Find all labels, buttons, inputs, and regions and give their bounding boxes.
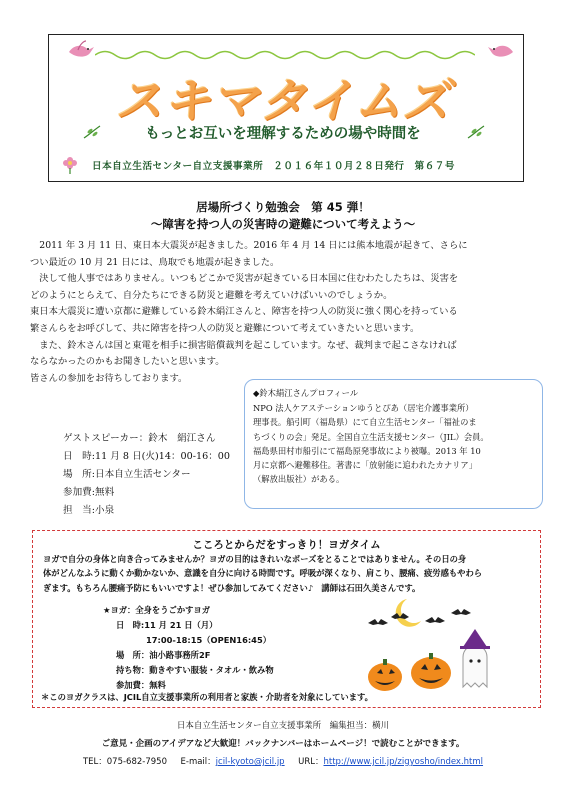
article-paragraph-line: 皆さんの参加をお待ちしております。: [30, 372, 188, 384]
yoga-time: 17:00-18:15（OPEN16:45）: [146, 635, 272, 645]
sprig-icon-right: [466, 124, 486, 140]
halloween-illustration: [363, 595, 513, 695]
article-paragraph-line: 繁さんらをお呼びして、共に障害を持つ人の防災と避難について考えていきたいと思います。: [30, 322, 420, 334]
moon-icon: [396, 599, 421, 627]
event-details: [63, 430, 230, 520]
yoga-description-line: 体がどんなふうに動くか動かないか、意識を自分に向ける時間です。呼吸が深くなり、肩こり、腰痛、疲労感もやわら: [43, 568, 483, 579]
yoga-announcement-box: [32, 530, 541, 708]
detail-datetime: 日 時:11 月 8 日(火)14：00-16：00: [63, 451, 231, 462]
yoga-note: ＊このヨガクラスは、JCIL自立支援事業所の利用者と家族・介助者を対象にしています。: [41, 692, 373, 702]
article-subheading: ～障害を持つ人の災害時の避難について考えよう～: [150, 217, 416, 231]
detail-contact: 担 当:小泉: [63, 505, 115, 516]
yoga-belongings: 持ち物：動きやすい服装・タオル・飲み物: [116, 665, 274, 675]
newsletter-title: スキマタイムズ: [115, 74, 451, 129]
yoga-title: こころとからだをすっきり！ヨガタイム: [192, 539, 381, 551]
yoga-description-line: ぎます。もちろん腰痛予防にもいいですよ！ぜひ参加してみてください♪ 講師は石田久美さんです。: [43, 582, 421, 593]
yoga-date: 日 時:11 月 21 日（月）: [116, 620, 218, 630]
article-paragraph-line: 決して他人事ではありません。いつもどこかで災害が起きている日本国に住むわたしたちは、災害を: [30, 273, 459, 285]
detail-place: 場 所:日本自立生活センター: [63, 469, 191, 480]
article-paragraph-line: ならなかったのかもお聞きしたいと思います。: [30, 356, 225, 368]
detail-guest: ゲストスピーカー：鈴木 絹江さん: [63, 433, 216, 444]
profile-line: 福島県田村市船引にて福島原発事故により被曝。2013 年 10: [253, 445, 481, 456]
footer-tel: TEL：075-682-7950: [82, 757, 167, 767]
yoga-place: 場 所：油小路事務所2F: [116, 650, 211, 660]
footer-contact: [0, 755, 566, 767]
article-heading: 居場所づくり勉強会 第 45 弾！: [196, 200, 370, 214]
profile-line: 理事長。船引町（福島県）にて自立生活センター「福祉のま: [253, 417, 477, 428]
profile-title: ◆鈴木絹江さんプロフィール: [253, 388, 359, 398]
yoga-fee: 参加費：無料: [116, 680, 166, 690]
issue-line: 日本自立生活センター自立支援事業所 ２０１６年１０月２８日発行 第６７号: [92, 161, 455, 172]
footer-url-label: URL：: [298, 757, 324, 767]
pumpkin-icon: [368, 659, 402, 691]
yoga-description: [43, 552, 535, 595]
email-link[interactable]: jcil-kyoto@jcil.jp: [215, 757, 285, 767]
profile-line: ちづくりの会」発足。全国自立生活支援センター（JIL）会員。: [253, 431, 489, 442]
article-body: [30, 238, 550, 387]
detail-fee: 参加費:無料: [63, 487, 115, 498]
footer-editor: 日本自立生活センター自立支援事業所 編集担当：横川: [176, 721, 390, 731]
profile-line: （解放出版社）がある。: [253, 474, 345, 485]
yoga-description-line: ヨガで自分の身体と向き合ってみませんか？ヨガの目的はきれいなポーズをとることではありません。その日の身: [43, 554, 467, 564]
newsletter-subtitle: もっとお互いを理解するための場や時間を: [145, 126, 421, 142]
vine-ornament: [95, 48, 475, 62]
article-paragraph-line: 東日本大震災に遭い京都に避難している鈴木絹江さんと、障害を持つ人の防災に強く関心を持っている: [30, 306, 458, 318]
article-paragraph-line: つい最近の 10 月 21 日には、鳥取でも地震が起きました。: [30, 256, 280, 268]
profile-line: 月に京都へ避難移住。著書に「放射能に追われたカナリア」: [253, 460, 478, 471]
footer-email-label: E-mail：: [180, 757, 216, 767]
profile-line: NPO 法人ケアステーションゆうとぴあ（居宅介護事業所）: [253, 403, 474, 414]
article-paragraph-line: 2011 年 3 月 11 日、東日本大震災が起きました。2016 年 4 月 14 日には熊本地震が起きて、さらに: [30, 240, 468, 251]
bird-icon-left: [66, 38, 96, 62]
homepage-link[interactable]: http://www.jcil.jp/zigyosho/index.html: [323, 757, 484, 767]
bird-icon-right: [486, 38, 516, 62]
pumpkin-icon: [411, 653, 451, 689]
yoga-event-title: ★ヨガ：全身をうごかすヨガ: [103, 605, 211, 615]
article-paragraph-line: また、鈴木さんは国と東電を相手に損害賠償裁判を起こしています。なぜ、裁判まで起こさなければ: [30, 339, 457, 351]
ghost-icon: [460, 629, 490, 687]
footer-message: ご意見・企画のアイデアなど大歓迎！バックナンバーはホームページ！で読むことができます。: [101, 739, 465, 749]
flower-icon: [58, 152, 82, 174]
speaker-profile-box: [244, 379, 543, 509]
article-paragraph-line: どのようにとらえて、自分たちにできる防災と避難を考えていけばいいのでしょうか。: [30, 289, 393, 301]
